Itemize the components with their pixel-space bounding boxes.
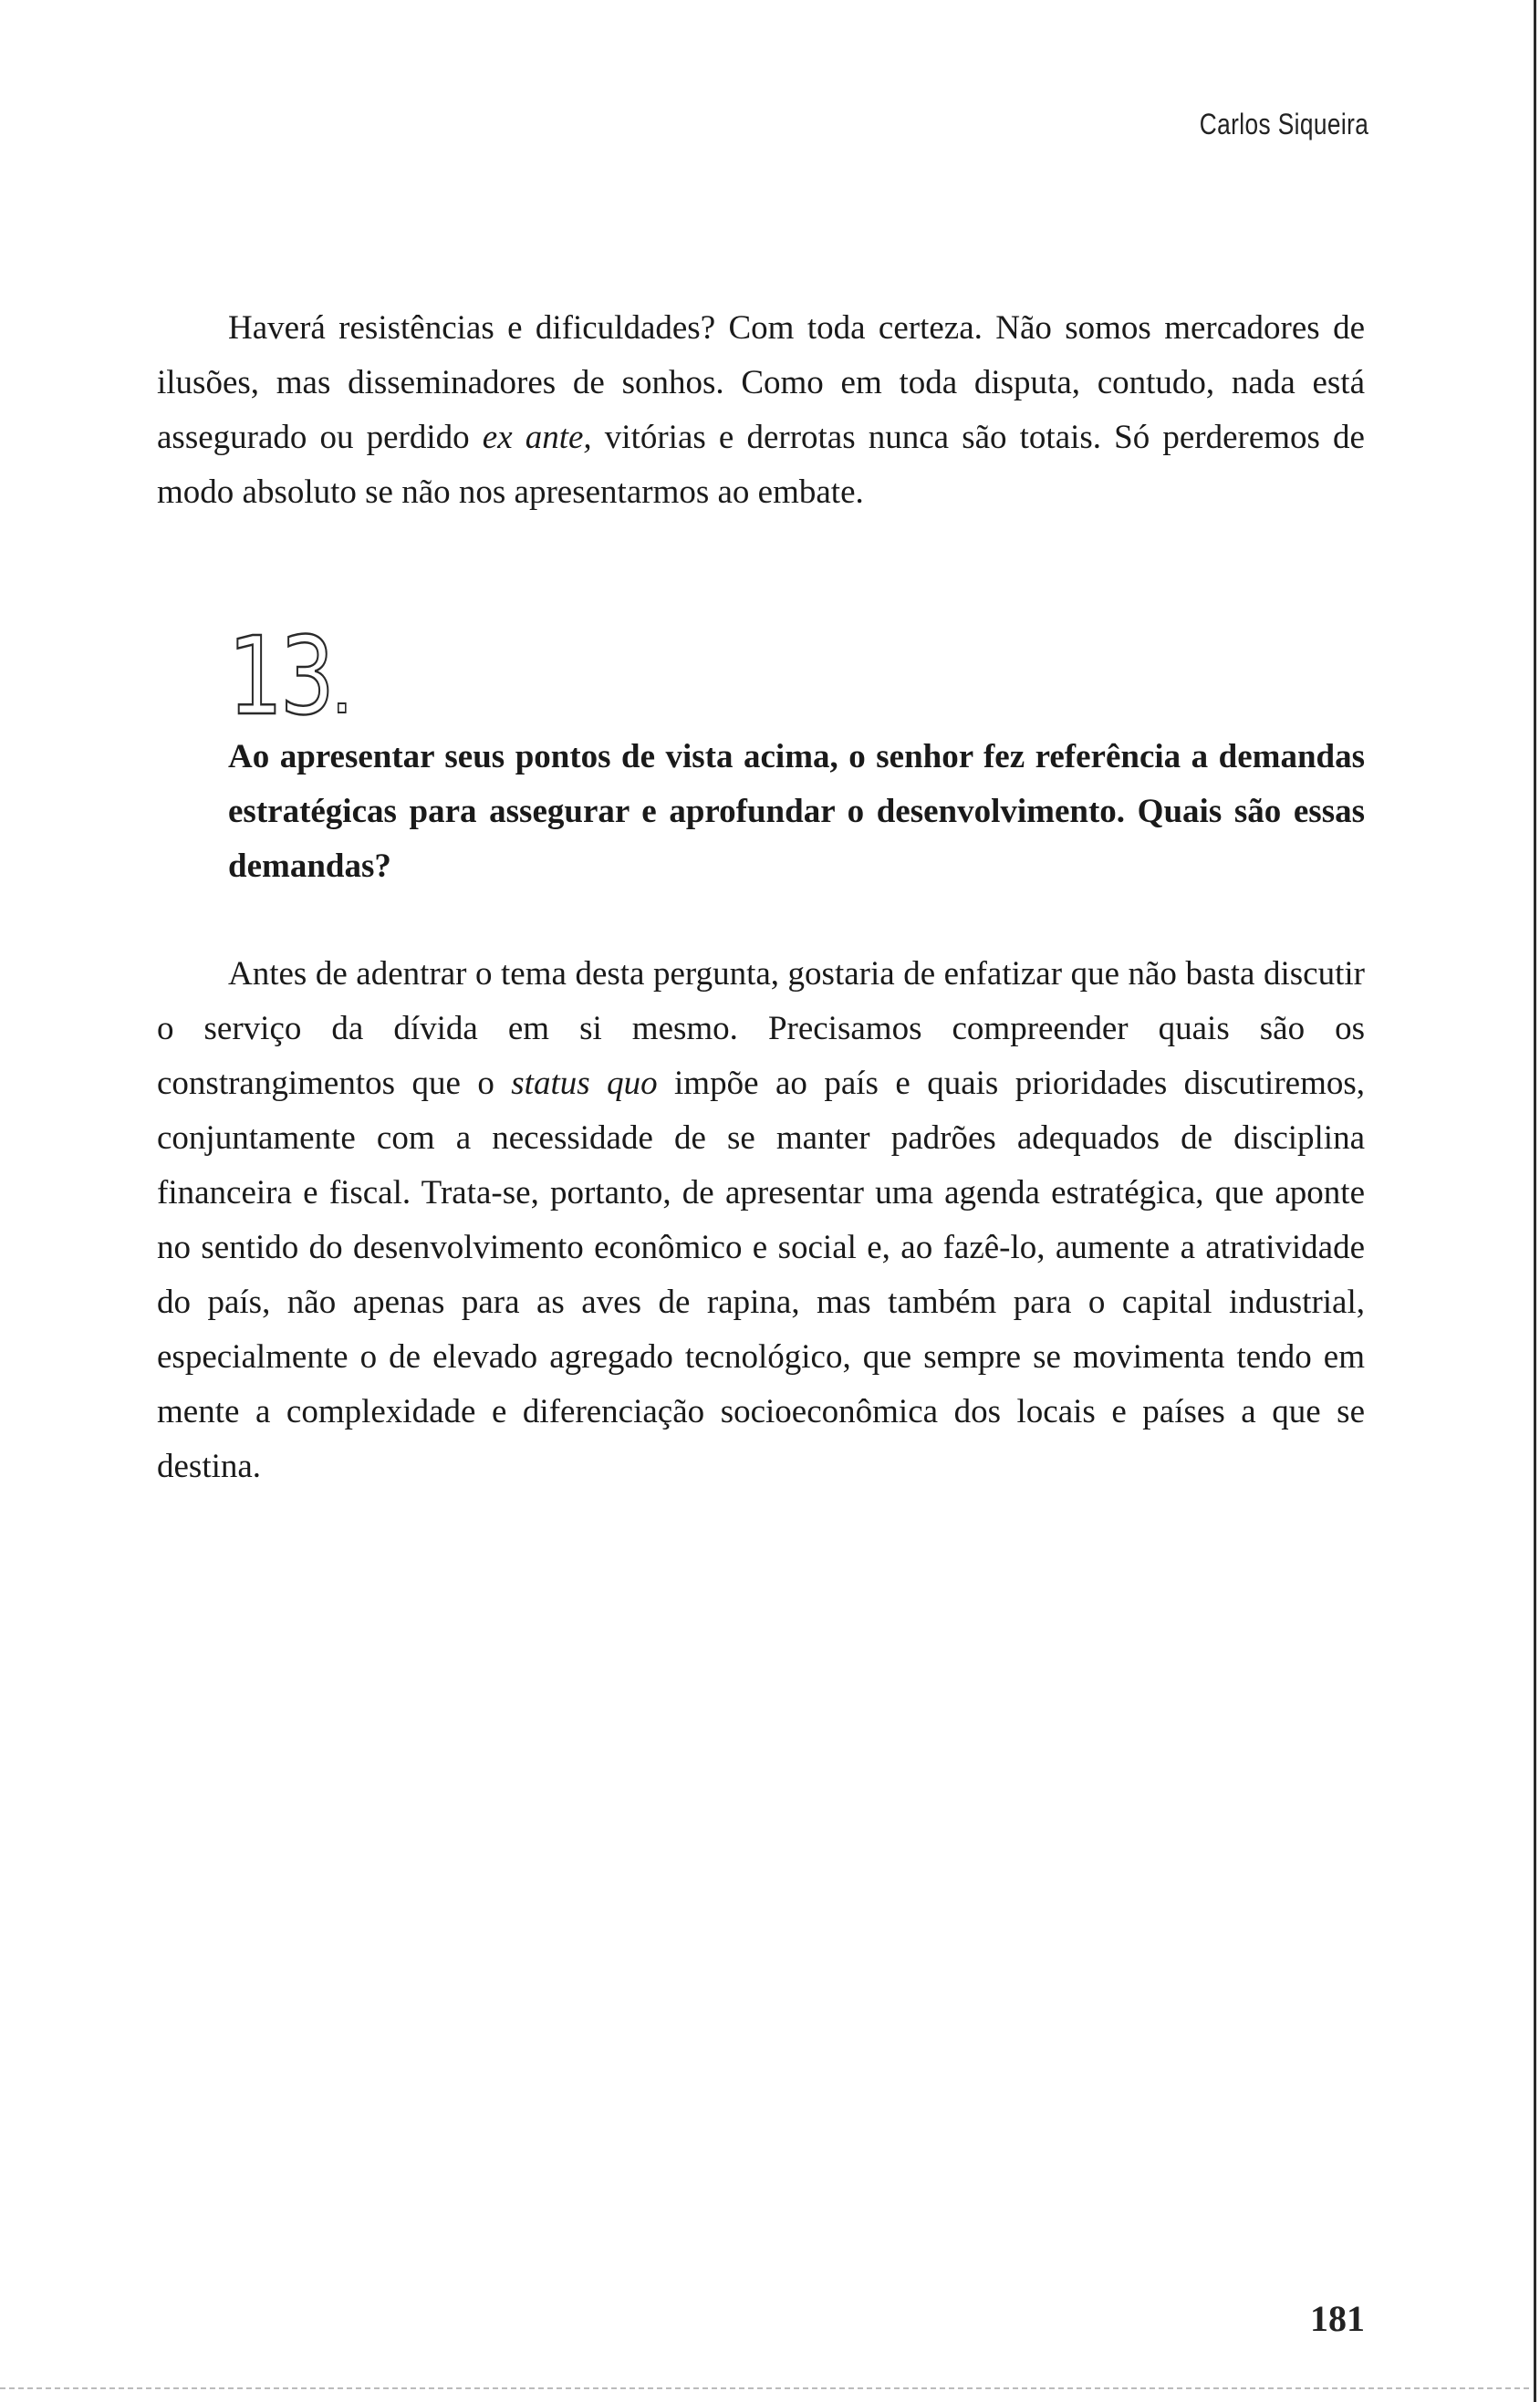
- paragraph-2-text-b: impõe ao país e quais prioridades discutiremos, conjuntamente com a necessidade de se manter padrões adequados de disciplina financeira e fiscal. Trata-se, portanto, de apresentar uma agenda estratégica, que aponte no sentido do desenvolvimento econômico e social e, ao fazê-lo, aumente a atratividade do país, não apenas para as aves de rapina, mas também para o capital industrial, especialmente o de elevado agregado tecnológico, que sempre se movimenta tendo em mente a complexidade e diferenciação socioeconômica dos locais e países a que se destina.: [157, 1065, 1365, 1485]
- page-number: 181: [1310, 2298, 1365, 2339]
- scan-bottom-edge: [0, 2387, 1533, 2389]
- paragraph-1-text-b: vitórias e derrotas nunca são totais. Só perderemos de modo absoluto se não nos apresentarmos ao embate.: [157, 419, 1365, 511]
- paragraph-2: [157, 947, 1365, 1494]
- running-header: Carlos Siqueira: [1199, 108, 1368, 140]
- paragraph-1-italic: ex ante,: [482, 419, 592, 456]
- paragraph-2-italic: status quo: [511, 1065, 658, 1102]
- question-number-digits: 13: [228, 613, 332, 739]
- question-number: [228, 613, 347, 739]
- paragraph-2-text-a: Antes de adentrar o tema desta pergunta, gostaria de enfatizar que não basta discutir o serviço da dívida em si mesmo. Precisamos compreender quais são os constrangimentos que o: [157, 955, 1365, 1102]
- paragraph-1: [157, 301, 1365, 520]
- question-text: Ao apresentar seus pontos de vista acima, o senhor fez referência a demandas estratégicas para assegurar e aprofundar o desenvolvimento. Quais são essas demandas?: [228, 738, 1365, 885]
- page-edge-line: [1534, 0, 1536, 2402]
- question-number-dot: [338, 702, 347, 713]
- paragraph-1-text-a: Haverá resistências e dificuldades? Com toda certeza. Não somos mercadores de ilusões, mas disseminadores de sonhos. Como em toda disputa, contudo, nada está assegurado ou perdido: [157, 309, 1365, 456]
